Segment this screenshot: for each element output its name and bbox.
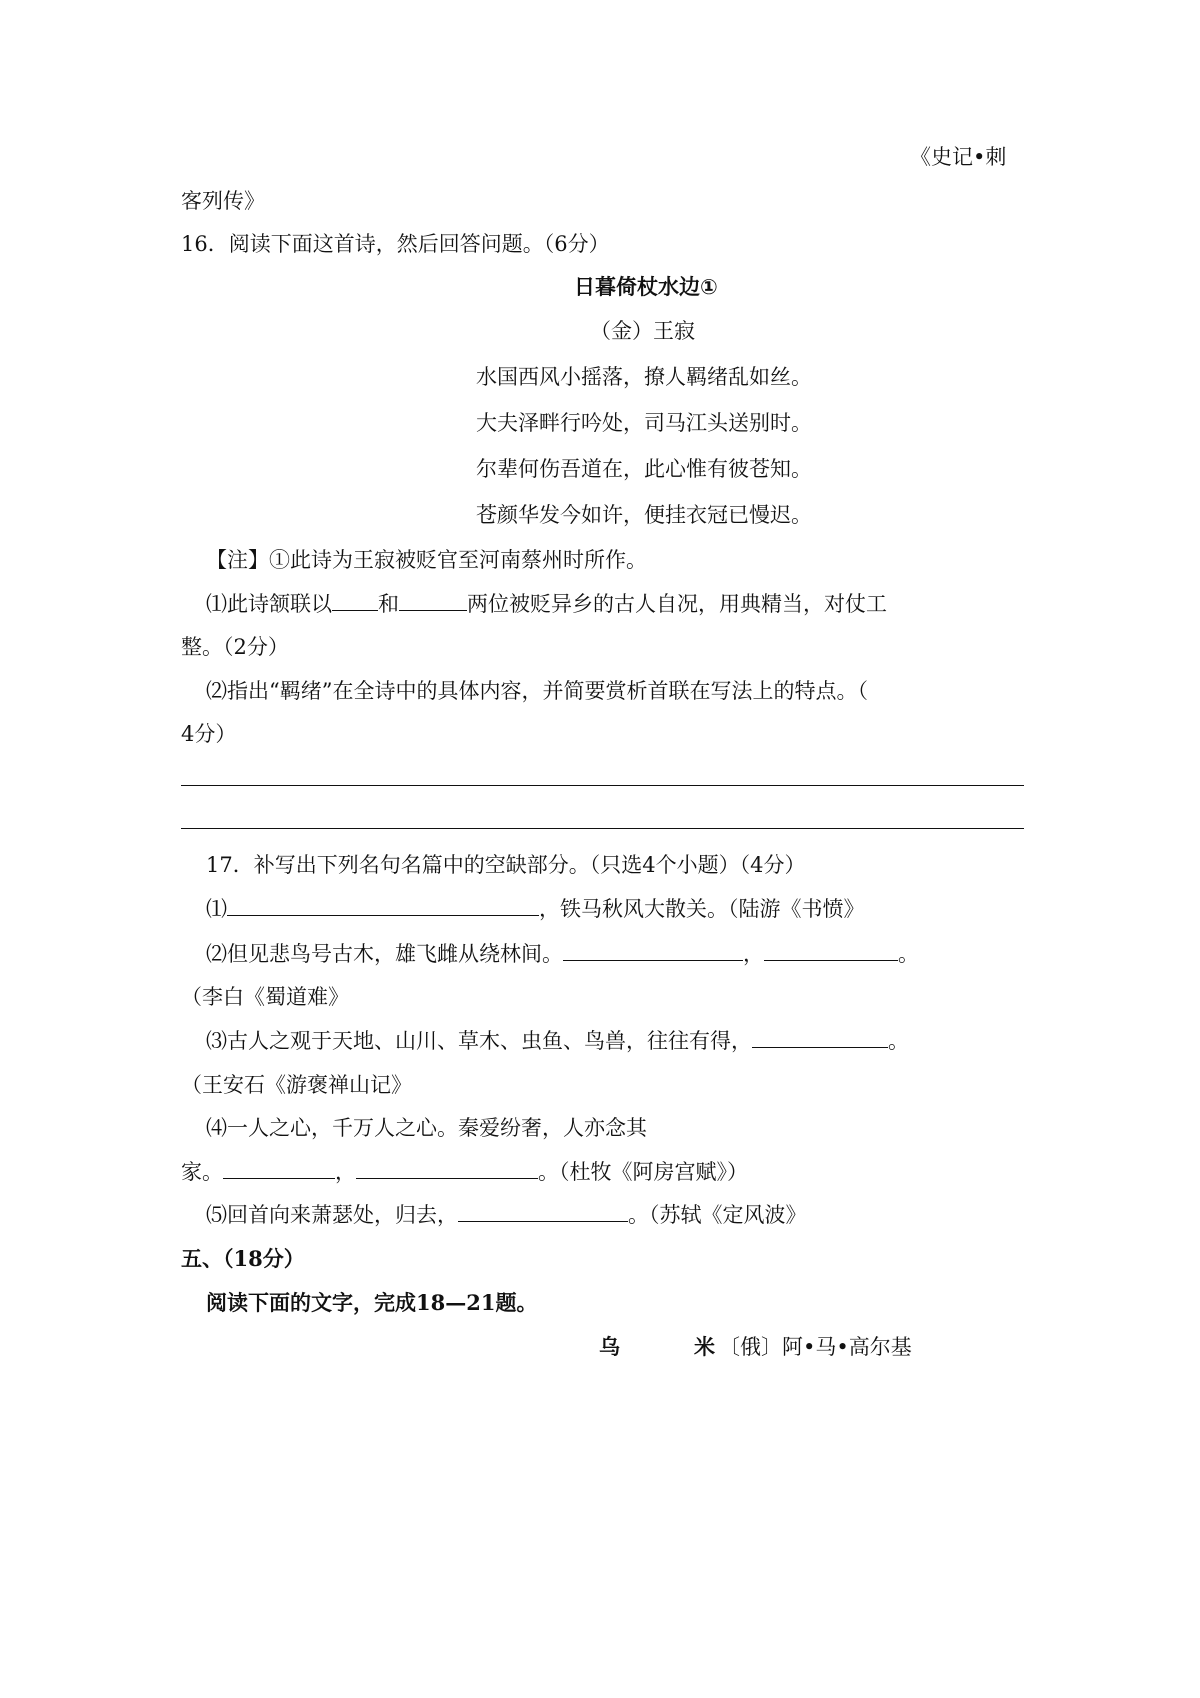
poem-line-3: 尔辈何伤吾道在，此心惟有彼苍知。	[476, 457, 812, 481]
q17-item-2-period: 。	[898, 942, 919, 966]
q16-sub1-text-b: 和	[378, 592, 399, 616]
q16-sub2: ⑵指出“羁绪”在全诗中的具体内容，并简要赏析首联在写法上的特点。（	[206, 679, 868, 703]
q17-item-5-text: ⑸回首向来萧瑟处，归去，	[206, 1203, 458, 1227]
section-5-instruction: 阅读下面的文字，完成18—21题。	[206, 1290, 538, 1315]
article-author: 〔俄〕阿•马•高尔基	[719, 1335, 912, 1359]
poem-note: 【注】①此诗为王寂被贬官至河南蔡州时所作。	[206, 548, 647, 572]
q17-item-2-comma: ，	[743, 942, 764, 966]
q17-item-3	[206, 1026, 909, 1056]
answer-blank[interactable]	[458, 1201, 628, 1222]
source-citation-part2: 客列传》	[181, 189, 265, 213]
poem-title: 日暮倚杖水边①	[574, 275, 718, 299]
q17-item-3-period: 。	[888, 1029, 909, 1053]
q16-sub2-continuation: 4分）	[181, 722, 237, 746]
q17-item-4: ⑷一人之心，千万人之心。秦爱纷奢，人亦念其	[206, 1116, 647, 1140]
answer-line-2[interactable]	[181, 828, 1024, 829]
article-title-part1: 乌	[599, 1335, 620, 1359]
q17-item-1-text: ，铁马秋风大散关。（陆游《书愤》	[539, 897, 865, 921]
poem-line-1: 水国西风小摇落，撩人羁绪乱如丝。	[476, 365, 812, 389]
poem-line-4: 苍颜华发今如许，便挂衣冠已慢迟。	[476, 503, 812, 527]
answer-blank[interactable]	[399, 590, 467, 611]
q16-sub1	[206, 589, 887, 619]
answer-blank[interactable]	[764, 940, 898, 961]
answer-blank[interactable]	[223, 1158, 335, 1179]
answer-blank[interactable]	[227, 895, 539, 916]
q17-item-2-source: （李白《蜀道难》	[181, 985, 349, 1009]
source-citation-part1: 《史记•刺	[910, 145, 1007, 169]
q16-sub1-continuation: 整。（2分）	[181, 635, 289, 659]
q16-sub1-text-a: ⑴此诗颔联以	[206, 592, 332, 616]
q17-item-1-label: ⑴	[206, 897, 227, 921]
q17-item-4-comma: ，	[335, 1160, 356, 1184]
answer-blank[interactable]	[752, 1027, 888, 1048]
poem-line-2: 大夫泽畔行吟处，司马江头送别时。	[476, 411, 812, 435]
answer-blank[interactable]	[563, 940, 743, 961]
article-title-part2: 米	[694, 1335, 715, 1359]
q17-item-3-text: ⑶古人之观于天地、山川、草木、虫鱼、鸟兽，往往有得，	[206, 1029, 752, 1053]
answer-line-1[interactable]	[181, 785, 1024, 786]
q17-item-4-source: 。（杜牧《阿房宫赋》）	[538, 1160, 748, 1184]
q17-item-2-text: ⑵但见悲鸟号古木，雄飞雌从绕林间。	[206, 942, 563, 966]
answer-blank[interactable]	[332, 590, 378, 611]
section-5-heading: 五、（18分）	[181, 1246, 305, 1271]
q16-sub1-text-c: 两位被贬异乡的古人自况，用典精当，对仗工	[467, 592, 887, 616]
q17-item-3-source: （王安石《游褒禅山记》	[181, 1073, 412, 1097]
question-17-prompt: 17．补写出下列名句名篇中的空缺部分。（只选4个小题）（4分）	[206, 853, 806, 877]
answer-blank[interactable]	[356, 1158, 538, 1179]
q17-item-5-source: 。（苏轼《定风波》	[628, 1203, 807, 1227]
q17-item-1	[206, 894, 865, 924]
q17-item-2	[206, 939, 919, 969]
q17-item-4-text: 家。	[181, 1160, 223, 1184]
q17-item-5	[206, 1200, 807, 1230]
q17-item-4-continuation	[181, 1157, 748, 1187]
poem-author: （金）王寂	[590, 319, 695, 343]
question-16-prompt: 16．阅读下面这首诗，然后回答问题。（6分）	[181, 232, 610, 256]
